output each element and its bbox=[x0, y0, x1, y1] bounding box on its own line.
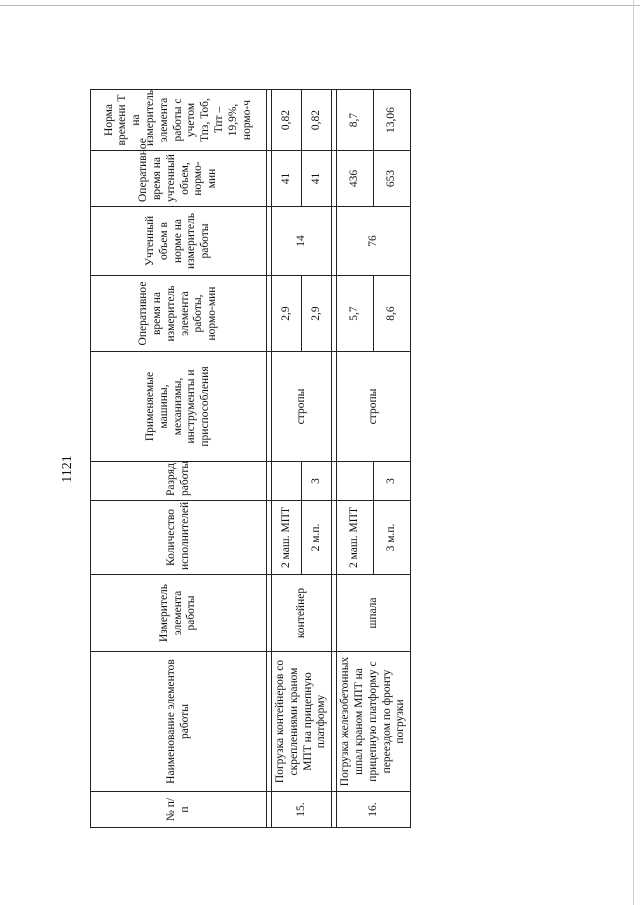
work-grade: 3 bbox=[374, 462, 411, 501]
work-grade bbox=[337, 462, 374, 501]
header-op-time-volume: Оперативное время на учтенный объем, нормо-мин bbox=[91, 151, 267, 207]
scan-edge-right bbox=[633, 0, 634, 905]
time-norm: 8,7 bbox=[337, 90, 374, 151]
row-number: 15. bbox=[272, 792, 332, 828]
header-machines: Применяемые машины, механизмы, инструменты и приспособления bbox=[91, 352, 267, 462]
header-grade: Разряд работы bbox=[91, 462, 267, 501]
operative-time-volume: 41 bbox=[302, 151, 332, 207]
work-meter: шпала bbox=[337, 575, 411, 652]
operative-time: 8,6 bbox=[374, 276, 411, 352]
norms-table bbox=[90, 89, 411, 828]
operative-time-volume: 653 bbox=[374, 151, 411, 207]
header-volume: Учтенный объем в норме на измеритель работы bbox=[91, 207, 267, 276]
row-number: 16. bbox=[337, 792, 411, 828]
time-norm: 0,82 bbox=[302, 90, 332, 151]
header-meter: Измеритель элемента работы bbox=[91, 575, 267, 652]
work-grade bbox=[272, 462, 302, 501]
work-element-name: Погрузка контейнеров со скреплениями краном МПТ на прицепную платформу bbox=[272, 652, 332, 792]
scan-edge-top bbox=[0, 5, 640, 6]
workers-count: 2 м.п. bbox=[302, 501, 332, 575]
work-meter: контейнер bbox=[272, 575, 332, 652]
machines-used: стропы bbox=[337, 352, 411, 462]
operative-time: 2,9 bbox=[302, 276, 332, 352]
header-op-time: Оперативное время на измеритель элемента работы, нормо-мин bbox=[91, 276, 267, 352]
header-name: Наименование элементов работы bbox=[91, 652, 267, 792]
work-grade: 3 bbox=[302, 462, 332, 501]
page-number: 1121 bbox=[60, 455, 75, 483]
header-workers: Количество исполнителей bbox=[91, 501, 267, 575]
work-element-name: Погрузка железобетонных шпал краном МПТ на прицепную платформу с переездом по фронту погрузки bbox=[337, 652, 411, 792]
header-row bbox=[91, 90, 267, 828]
table-row bbox=[337, 90, 374, 828]
machines-used: стропы bbox=[272, 352, 332, 462]
header-norm: Норма времени Т на измеритель элемента работы с учетом Тпз, Тоб, Тпт – 19,9%, нормо-ч bbox=[91, 90, 267, 151]
counted-volume: 76 bbox=[337, 207, 411, 276]
operative-time: 5,7 bbox=[337, 276, 374, 352]
counted-volume: 14 bbox=[272, 207, 332, 276]
header-num: № п/п bbox=[91, 792, 267, 828]
table-row bbox=[272, 90, 302, 828]
time-norm: 0,82 bbox=[272, 90, 302, 151]
operative-time: 2,9 bbox=[272, 276, 302, 352]
workers-count: 2 маш. МПТ bbox=[337, 501, 374, 575]
operative-time-volume: 41 bbox=[272, 151, 302, 207]
operative-time-volume: 436 bbox=[337, 151, 374, 207]
norms-table-frame bbox=[90, 90, 407, 828]
time-norm: 13,06 bbox=[374, 90, 411, 151]
workers-count: 2 маш. МПТ bbox=[272, 501, 302, 575]
workers-count: 3 м.п. bbox=[374, 501, 411, 575]
